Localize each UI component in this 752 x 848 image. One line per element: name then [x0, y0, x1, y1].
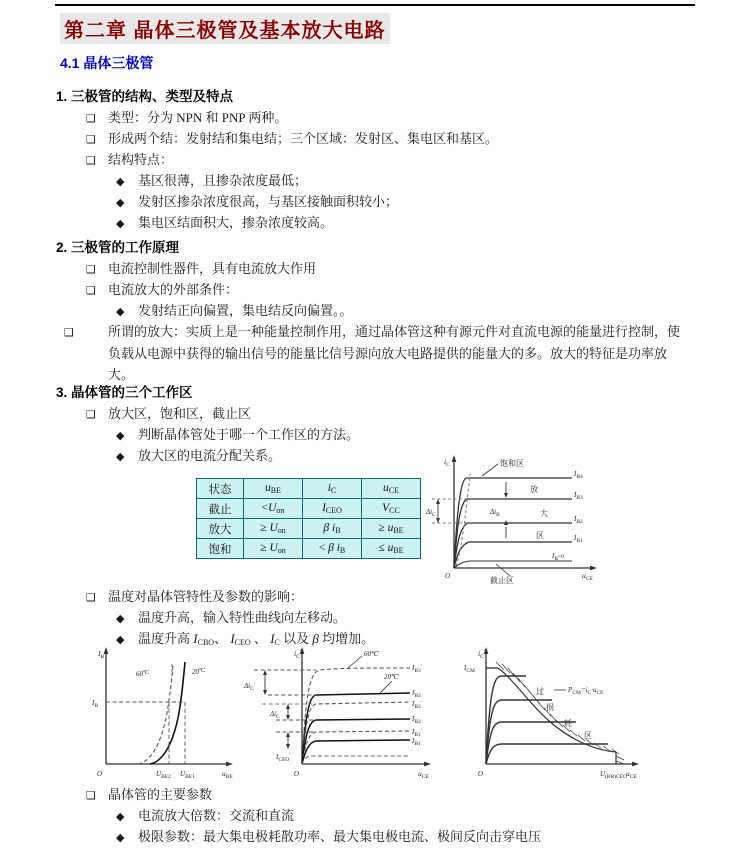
svg-text:IB1: $I_{B1}$ — [412, 737, 421, 747]
table-cell: ≥ $u_{BE}$ — [362, 519, 421, 539]
svg-text:IB4: $I_{B4}$ — [574, 470, 583, 480]
table-cell: $i_C$ — [303, 479, 362, 499]
svg-text:截止区: 截止区 — [490, 576, 514, 584]
list-item: ◆ 温度升高，输入特性曲线向左移动。 — [116, 607, 346, 629]
svg-text:IB: $I_B$ — [92, 699, 99, 709]
svg-text:U(BR)CEO: $U_{(BR)CEO}$ — [600, 770, 628, 780]
svg-text:ΔiC: $\Delta i_C$ — [426, 508, 436, 518]
square-bullet-icon: ❑ — [86, 112, 96, 125]
figure-output-characteristic-temperature — [240, 646, 440, 780]
square-bullet-icon: ❑ — [86, 789, 96, 802]
svg-text:IB3: $I_{B3}$ — [412, 689, 421, 699]
list-item: ❑ 结构特点： — [86, 149, 173, 171]
svg-text:PCM=iC·uCE: $P_{CM}=i_C\cdot u_{CE}$ — [568, 686, 604, 696]
list-item: ❑ 放大区，饱和区，截止区 — [86, 403, 251, 425]
top-divider — [55, 4, 695, 6]
diamond-bullet-icon: ◆ — [116, 429, 125, 442]
svg-text:IB3: $I_{B3}$ — [574, 491, 583, 501]
list-item: ◆ 温度升高 $I_{CBO}$、 $I_{CEO}$ 、 $I_C$ 以及 β 均增加。 — [116, 628, 374, 653]
svg-text:IB2': $I_{B2}'$ — [412, 700, 422, 710]
list-item: ❑ 电流放大的外部条件： — [86, 279, 238, 301]
square-bullet-icon: ❑ — [86, 263, 96, 276]
svg-text:uCE: $u_{CE}$ — [626, 769, 637, 780]
svg-text:IB3': $I_{B3}'$ — [412, 664, 422, 674]
list-item: ◆ 发射区掺杂浓度很高，与基区接触面积较小； — [116, 191, 398, 213]
list-item: ◆ 极限参数：最大集电极耗散功率、最大集电极电流、极间反向击穿电压 — [116, 826, 541, 848]
table-cell: $u_{BE}$ — [244, 479, 303, 499]
page-title: 第二章 晶体三极管及基本放大电路 — [60, 13, 390, 44]
svg-text:UBE2: $U_{BE2}$ — [156, 770, 171, 780]
section-title: 4.1 晶体三极管 — [60, 55, 154, 71]
svg-text:60℃: 60℃ — [364, 650, 379, 658]
svg-text:ΔiC': $\Delta i_C'$ — [244, 682, 255, 692]
list-item: ◆ 集电区结面积大，掺杂浓度较高。 — [116, 212, 333, 234]
svg-text:20℃: 20℃ — [192, 668, 206, 676]
svg-text:过: 过 — [536, 687, 544, 696]
list-item: ◆ 电流放大倍数：交流和直流 — [116, 805, 294, 827]
heading-section-1: 1. 三极管的结构、类型及特点 — [56, 89, 234, 104]
svg-text:大: 大 — [540, 509, 548, 518]
list-item: ◆ 判断晶体管处于哪一个工作区的方法。 — [116, 424, 359, 446]
table-cell: $<U_{on}$ — [244, 499, 303, 519]
table-row — [197, 499, 421, 519]
list-item: ❑ 电流控制性器件，具有电流放大作用 — [86, 258, 316, 280]
table-cell: β $i_B$ — [303, 519, 362, 539]
table-row — [197, 539, 421, 559]
diamond-bullet-icon: ◆ — [116, 450, 125, 463]
list-item: ◆ 放大区的电流分配关系。 — [116, 445, 281, 467]
list-item: ◆ 基区很薄，且掺杂浓度最低； — [116, 170, 307, 192]
svg-text:ICM: $I_{CM}$ — [464, 664, 475, 674]
table-cell: ≥ $U_{on}$ — [244, 519, 303, 539]
square-bullet-icon: ❑ — [64, 326, 74, 339]
svg-text:区: 区 — [584, 731, 592, 740]
list-item: ❑ 类型：分为 NPN 和 PNP 两种。 — [86, 107, 287, 129]
diamond-bullet-icon: ◆ — [116, 196, 125, 209]
svg-text:耗: 耗 — [564, 719, 572, 728]
svg-text:IB2: $I_{B2}$ — [574, 515, 583, 525]
paragraph-amplification: ❑ 所谓的放大：实质上是一种能量控制作用，通过晶体管这种有源元件对直流电源的能量进行控制，使负载从电源中获得的输出信号的能量比信号源向放大电路提供的能量大的多。放大的特征是功率放大。 — [64, 324, 681, 382]
svg-text:iC: $i_C$ — [294, 649, 300, 660]
svg-text:uCE: $u_{CE}$ — [582, 571, 593, 582]
table-cell: 状态 — [197, 479, 244, 499]
square-bullet-icon: ❑ — [86, 133, 96, 146]
square-bullet-icon: ❑ — [86, 154, 96, 167]
table-cell: $u_{CE}$ — [362, 479, 421, 499]
svg-text:ΔiC: $\Delta i_C$ — [270, 710, 280, 720]
svg-text:区: 区 — [536, 531, 544, 540]
svg-text:放: 放 — [530, 485, 538, 494]
table-cell: $V_{CC}$ — [362, 499, 421, 519]
heading-section-3: 3. 晶体管的三个工作区 — [56, 385, 193, 400]
table-cell: ≥ $U_{on}$ — [244, 539, 303, 559]
diamond-bullet-icon: ◆ — [116, 831, 125, 844]
svg-text:O: O — [478, 770, 484, 778]
list-item: ❑ 形成两个结：发射结和集电结；三个区域：发射区、集电区和基区。 — [86, 128, 498, 150]
diamond-bullet-icon: ◆ — [116, 175, 125, 188]
table-cell: 截止 — [197, 499, 244, 519]
square-bullet-icon: ❑ — [86, 284, 96, 297]
list-item: ❑ 温度对晶体管特性及参数的影响： — [86, 586, 303, 608]
svg-text:uCE: $u_{CE}$ — [418, 769, 429, 780]
svg-text:O: O — [445, 572, 451, 580]
square-bullet-icon: ❑ — [86, 591, 96, 604]
table-row — [197, 519, 421, 539]
table-cell: $I_{CEO}$ — [303, 499, 362, 519]
svg-text:O: O — [97, 770, 103, 778]
svg-text:IB1': $I_{B1}'$ — [412, 728, 422, 738]
svg-text:iC: $i_C$ — [478, 649, 484, 660]
svg-text:IB1: $I_{B1}$ — [574, 534, 583, 544]
table-cell: ≤ $u_{BE}$ — [362, 539, 421, 559]
svg-text:IB2: $I_{B2}$ — [412, 715, 421, 725]
heading-section-2: 2. 三极管的工作原理 — [56, 240, 180, 255]
square-bullet-icon: ❑ — [86, 408, 96, 421]
table-cell: 饱和 — [197, 539, 244, 559]
svg-text:60℃: 60℃ — [136, 670, 150, 678]
diamond-bullet-icon: ◆ — [116, 217, 125, 230]
svg-text:UBE1: $U_{BE1}$ — [180, 770, 195, 780]
svg-text:IB=0: $I_B^{=0}$ — [552, 552, 564, 562]
diamond-bullet-icon: ◆ — [116, 305, 125, 318]
transistor-state-table — [196, 478, 421, 559]
figure-safe-operating-area — [452, 646, 652, 780]
svg-text:iC: $i_C$ — [444, 457, 450, 468]
table-cell: < β $i_B$ — [303, 539, 362, 559]
svg-text:uBE: $u_{BE}$ — [222, 769, 233, 780]
diamond-bullet-icon: ◆ — [116, 810, 125, 823]
svg-text:损: 损 — [546, 703, 554, 712]
diamond-bullet-icon: ◆ — [116, 633, 125, 646]
list-item: ◆ 发射结正向偏置，集电结反向偏置。。 — [116, 300, 353, 322]
svg-text:饱和区: 饱和区 — [500, 459, 524, 468]
list-item: ❑ 晶体管的主要参数 — [86, 784, 212, 806]
figure-input-characteristic-temperature — [76, 646, 241, 780]
table-cell: 放大 — [197, 519, 244, 539]
svg-text:ICEO': $I_{CEO}'$ — [276, 753, 291, 763]
table-header-row — [197, 479, 421, 499]
svg-text:ΔiB: $\Delta i_B$ — [490, 508, 500, 518]
diamond-bullet-icon: ◆ — [116, 612, 125, 625]
svg-text:20℃: 20℃ — [384, 673, 399, 681]
svg-text:O: O — [294, 770, 300, 778]
svg-text:IB: $I_B$ — [98, 649, 105, 660]
figure-output-characteristic-regions — [424, 452, 604, 584]
